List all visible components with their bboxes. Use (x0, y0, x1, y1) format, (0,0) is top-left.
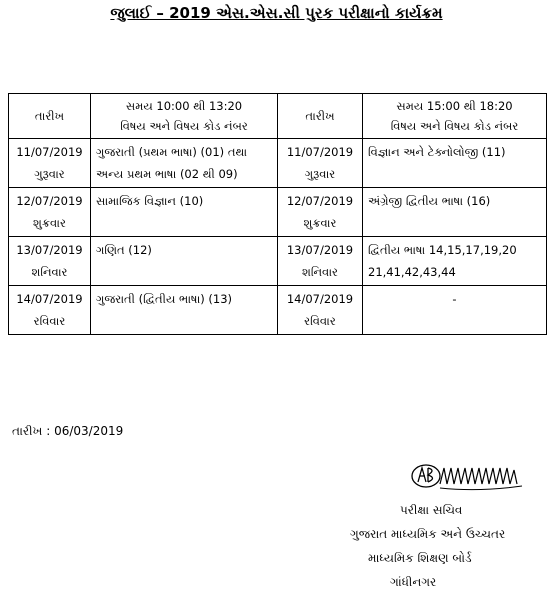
date-text: 14/07/2019 (16, 292, 83, 306)
day-text: શનિવાર (31, 265, 68, 279)
session-2-time: સમય 15:00 થી 18:20 (396, 99, 513, 113)
subject-cell: ગુજરાતી (દ્વિતીય ભાષા) (13) (91, 286, 278, 335)
subject-cell: ગણિત (12) (91, 237, 278, 286)
day-text: શુક્રવાર (33, 216, 66, 230)
date-cell (278, 237, 363, 286)
title-text: જુલાઈ – 2019 એસ.એસ.સી પુરક પરીક્ષાનો કાર્યક્રમ (110, 4, 443, 22)
day-text: રવિવાર (304, 314, 336, 328)
header-session-2 (363, 94, 547, 139)
date-text: 12/07/2019 (16, 194, 83, 208)
day-text: શનિવાર (302, 265, 338, 279)
subject-cell: - (363, 286, 547, 335)
subject-cell: સામાજિક વિજ્ઞાન (10) (91, 188, 278, 237)
session-1-time: સમય 10:00 થી 13:20 (125, 99, 243, 113)
date-text: 13/07/2019 (16, 243, 83, 257)
signatory-title: પરીક્ષા સચિવ (400, 503, 463, 517)
date-text: 11/07/2019 (16, 145, 83, 159)
signatory-org-line2: માધ્યમિક શિક્ષણ બોર્ડ (368, 551, 472, 565)
day-text: શુક્રવાર (303, 216, 337, 230)
header-date-2: તારીખ (278, 94, 363, 139)
session-2-subtitle: વિષય અને વિષય કોડ નંબર (390, 119, 519, 133)
table-row (9, 286, 547, 335)
table-row (9, 188, 547, 237)
date-cell (9, 237, 91, 286)
date-cell (9, 139, 91, 188)
table-row (9, 237, 547, 286)
subject-cell: દ્વિતીય ભાષા 14,15,17,19,20 21,41,42,43,44 (363, 237, 547, 286)
signatory-block (350, 498, 505, 594)
issue-date: તારીખ : 06/03/2019 (12, 424, 124, 438)
session-1-subtitle: વિષય અને વિષય કોડ નંબર (120, 119, 248, 133)
table-row (9, 139, 547, 188)
date-cell (278, 188, 363, 237)
date-text: 13/07/2019 (286, 243, 354, 257)
date-text: 12/07/2019 (286, 194, 354, 208)
day-text: રવિવાર (33, 314, 66, 328)
subject-cell: અંગ્રેજી દ્વિતીય ભાષા (16) (363, 188, 547, 237)
date-text: 11/07/2019 (286, 145, 354, 159)
exam-schedule-table (8, 93, 547, 335)
table-header-row (9, 94, 547, 139)
date-cell (9, 286, 91, 335)
subject-cell: વિજ્ઞાન અને ટેક્નોલોજી (11) (363, 139, 547, 188)
day-text: ગુરૂવાર (304, 167, 336, 181)
date-cell (278, 139, 363, 188)
signatory-location: ગાંધીનગર (390, 575, 437, 589)
signatory-org-line1: ગુજરાત માધ્યમિક અને ઉચ્ચતર (350, 527, 506, 541)
day-text: ગુરૂવાર (34, 167, 65, 181)
signature-image (404, 456, 534, 496)
page-title (0, 4, 553, 22)
date-cell (9, 188, 91, 237)
date-cell (278, 286, 363, 335)
header-session-1 (91, 94, 278, 139)
date-text: 14/07/2019 (286, 292, 354, 306)
subject-cell: ગુજરાતી (પ્રથમ ભાષા) (01) તથા અન્ય પ્રથમ ભાષા (02 થી 09) (91, 139, 278, 188)
header-date-1: તારીખ (9, 94, 91, 139)
